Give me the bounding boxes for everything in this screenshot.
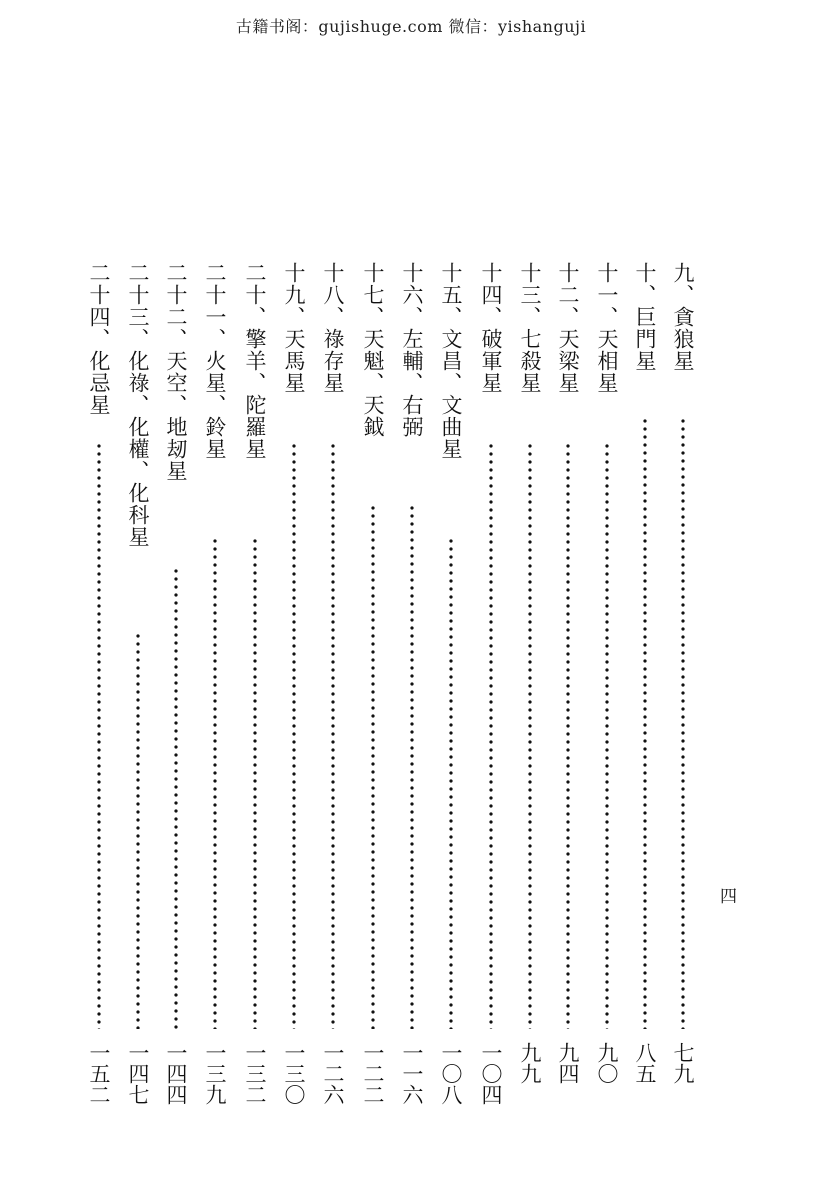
page-number: 一三〇 [282,1042,306,1105]
toc-entry [553,262,583,1150]
entry-title: 十九、天馬星 [282,262,306,394]
dot-leader [174,567,178,1029]
dot-leader [489,442,493,1029]
dot-leader [605,442,609,1029]
entry-title: 十三、七殺星 [518,262,542,394]
entry-title: 二十、擎羊、陀羅星 [243,262,267,460]
entry-title: 十六、左輔、右弼 [400,262,424,438]
entry-title: 十八、祿存星 [321,262,345,394]
page-number: 一三九 [203,1042,227,1105]
dot-leader [681,417,685,1029]
toc-entry [592,262,622,1150]
page-number: 一一六 [400,1042,424,1105]
toc-entry [630,262,660,1150]
page-number: 九四 [556,1042,580,1084]
toc-entry [318,262,348,1150]
page-number: 一五二 [87,1042,111,1105]
page-number: 八五 [633,1042,657,1084]
page-number: 一四七 [126,1042,150,1105]
page-number: 九九 [518,1042,542,1084]
toc-entry [358,262,388,1150]
dot-leader [566,442,570,1029]
dot-leader [97,442,101,1029]
entry-title: 二十三、化祿、化權、化科星 [126,262,150,548]
entry-title: 九、貪狼星 [671,262,695,372]
toc-entry [123,262,153,1150]
toc-entry [279,262,309,1150]
toc-entry [668,262,698,1150]
toc-entry [240,262,270,1150]
dot-leader [643,417,647,1029]
dot-leader [136,632,140,1029]
dot-leader [449,537,453,1029]
entry-title: 二十四、化忌星 [87,262,111,416]
page-number: 一二六 [321,1042,345,1105]
toc-entry [200,262,230,1150]
entry-title: 十五、文昌、文曲星 [439,262,463,460]
toc-entry [476,262,506,1150]
entry-title: 十二、天梁星 [556,262,580,394]
page-number: 一〇八 [439,1042,463,1105]
dot-leader [213,537,217,1029]
page-number: 七九 [671,1042,695,1084]
toc-entry [515,262,545,1150]
toc-entry [84,262,114,1150]
dot-leader [410,504,414,1029]
dot-leader [253,537,257,1029]
entry-title: 二十二、天空、地刼星 [164,262,188,482]
folio-page-number: 四 [720,887,737,907]
entry-title: 十七、天魁、天鉞 [361,262,385,438]
page-number: 一三二 [243,1042,267,1105]
entry-title: 二十一、火星、鈴星 [203,262,227,460]
toc-entry [397,262,427,1150]
dot-leader [528,442,532,1029]
dot-leader [371,504,375,1029]
toc-entry [161,262,191,1150]
page-number: 一〇四 [479,1042,503,1105]
dot-leader [331,442,335,1029]
page-number: 一二二 [361,1042,385,1105]
entry-title: 十四、破軍星 [479,262,503,394]
entry-title: 十一、天相星 [595,262,619,394]
page-number: 九〇 [595,1042,619,1084]
entry-title: 十、巨門星 [633,262,657,372]
toc-entry [436,262,466,1150]
watermark-header: 古籍书阁：gujishuge.com 微信：yishanguji [235,17,587,36]
page-number: 一四四 [164,1042,188,1105]
dot-leader [292,442,296,1029]
